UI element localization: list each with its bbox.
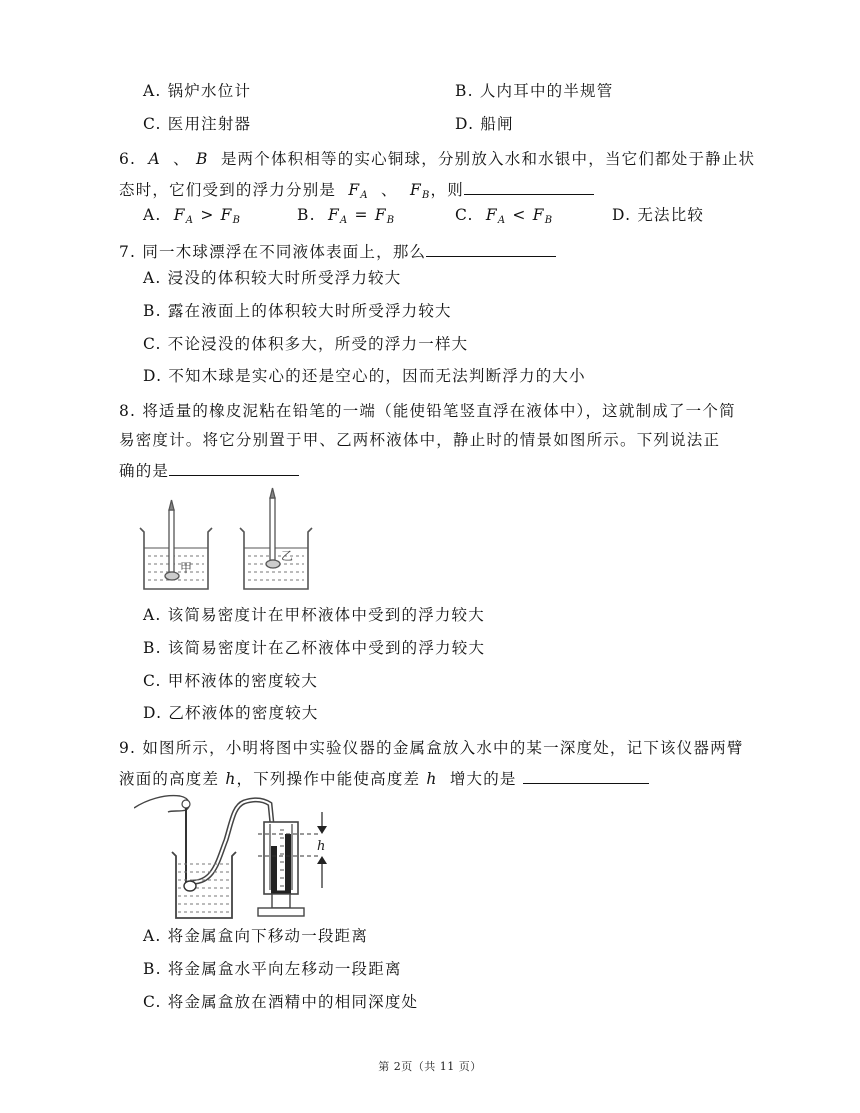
answer-blank — [169, 459, 299, 476]
q8-option-b: B. 该简易密度计在乙杯液体中受到的浮力较大 — [143, 639, 486, 657]
pressure-gauge-figure — [134, 790, 338, 922]
q9-option-a: A. 将金属盒向下移动一段距离 — [143, 927, 369, 945]
q7-option-d: D. 不知木球是实心的还是空心的，因而无法判断浮力的大小 — [143, 367, 586, 385]
q7-option-c: C. 不论浸没的体积多大，所受的浮力一样大 — [143, 335, 469, 353]
q9-stem-line1: 9. 如图所示，小明将图中实验仪器的金属盒放入水中的某一深度处，记下该仪器两臂 — [119, 739, 744, 757]
q6-option-c: C. $F_A < F_B$ — [455, 206, 554, 226]
u-tube-gauge — [258, 822, 304, 916]
q8-option-d: D. 乙杯液体的密度较大 — [143, 704, 319, 722]
height-diff-label: h — [317, 839, 326, 854]
q7-option-a: A. 浸没的体积较大时所受浮力较大 — [143, 269, 402, 287]
q5-option-c: C. 医用注射器 — [143, 115, 252, 133]
q9-stem-line2: 液面的高度差 h，下列操作中能使高度差 h 增大的是 — [119, 767, 649, 789]
q7-option-b: B. 露在液面上的体积较大时所受浮力较大 — [143, 302, 452, 320]
density-meter-figure — [136, 486, 316, 594]
label-yi: 乙 — [281, 549, 294, 563]
q6-stem-line1: 6. A 、 B 是两个体积相等的实心铜球，分别放入水和水银中，当它们都处于静止状 — [119, 150, 756, 168]
q8-option-a: A. 该简易密度计在甲杯液体中受到的浮力较大 — [143, 606, 485, 624]
q9-option-b: B. 将金属盒水平向左移动一段距离 — [143, 960, 402, 978]
q9-option-c: C. 将金属盒放在酒精中的相同深度处 — [143, 993, 419, 1011]
answer-blank — [426, 240, 556, 257]
q5-option-b: B. 人内耳中的半规管 — [455, 82, 614, 100]
q8-stem-line1: 8. 将适量的橡皮泥粘在铅笔的一端（能使铅笔竖直浮在液体中），这就制成了一个简 — [119, 402, 736, 420]
q5-option-a: A. 锅炉水位计 — [143, 82, 252, 100]
q6-stem-line2: 态时，它们受到的浮力分别是 $F_A$ 、 $F_B$，则 — [119, 178, 594, 206]
answer-blank — [523, 767, 649, 784]
water-beaker — [172, 852, 236, 918]
q8-stem-line3: 确的是 — [119, 459, 299, 481]
q6-option-a: A. $F_A > F_B$ — [143, 206, 242, 226]
q5-option-d: D. 船闸 — [455, 115, 514, 133]
q6-option-d: D. 无法比较 — [612, 206, 705, 224]
label-jia: 甲 — [180, 561, 193, 575]
metal-box — [184, 881, 196, 891]
hand-icon — [134, 796, 189, 812]
q7-stem: 7. 同一木球漂浮在不同液体表面上，那么 — [119, 240, 556, 262]
answer-blank — [464, 178, 594, 195]
q8-option-c: C. 甲杯液体的密度较大 — [143, 672, 319, 690]
page-footer: 第 2页（共 11 页） — [378, 1060, 482, 1073]
q6-option-b: B. $F_A = F_B$ — [297, 206, 396, 226]
q8-stem-line2: 易密度计。将它分别置于甲、乙两杯液体中，静止时的情景如图所示。下列说法正 — [119, 431, 721, 449]
